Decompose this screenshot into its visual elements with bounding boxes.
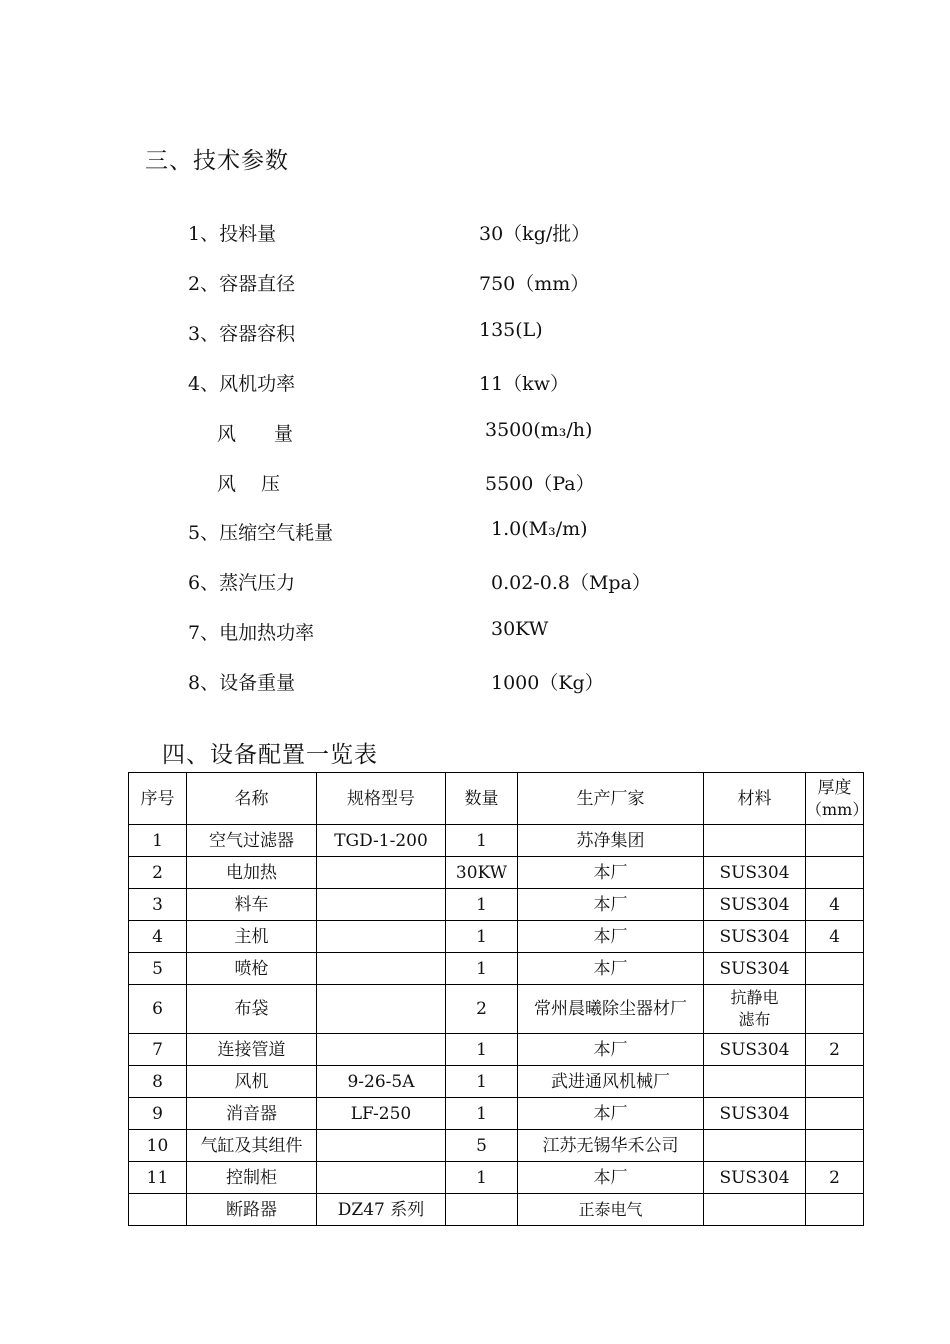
cell-name: 电加热 [187,857,317,889]
cell-thickness [806,1066,864,1098]
table-row [129,889,864,921]
cell-material: SUS304 [704,1162,806,1194]
cell-name: 布袋 [187,985,317,1034]
cell-qty: 1 [446,1162,518,1194]
param-value: 135(L) [479,319,543,341]
param-value: 30（kg/批） [479,223,591,245]
param-label: 风 压 [217,473,281,495]
cell-material [704,985,806,1034]
cell-maker: 本厂 [518,1162,704,1194]
cell-name: 控制柜 [187,1162,317,1194]
cell-name: 连接管道 [187,1034,317,1066]
param-label: 1、投料量 [188,223,277,245]
cell-maker: 苏净集团 [518,825,704,857]
param-label: 2、容器直径 [188,273,296,295]
header-thickness [806,773,869,825]
table-row [129,1194,864,1226]
cell-thickness: 4 [806,889,864,921]
cell-maker: 本厂 [518,1098,704,1130]
cell-no: 7 [129,1034,187,1066]
table-row [129,1066,864,1098]
table-row [129,921,864,953]
cell-qty [446,1194,518,1226]
cell-no: 8 [129,1066,187,1098]
param-label: 8、设备重量 [188,672,296,694]
cell-spec [317,857,446,889]
cell-thickness: 4 [806,921,864,953]
cell-spec: 9-26-5A [317,1066,446,1098]
table-row [129,825,864,857]
cell-qty: 1 [446,1098,518,1130]
param-value: 30KW [491,618,549,640]
cell-no: 10 [129,1130,187,1162]
cell-material: SUS304 [704,953,806,985]
cell-qty: 2 [446,985,518,1034]
cell-material: SUS304 [704,921,806,953]
param-value: 0.02-0.8（Mpa） [491,572,651,594]
cell-material: SUS304 [704,889,806,921]
cell-no: 2 [129,857,187,889]
cell-name: 消音器 [187,1098,317,1130]
header-spec: 规格型号 [317,773,446,825]
cell-name: 风机 [187,1066,317,1098]
cell-material-line1: 抗静电 [730,988,779,1007]
cell-no: 9 [129,1098,187,1130]
cell-maker: 本厂 [518,1034,704,1066]
cell-material: SUS304 [704,1098,806,1130]
cell-maker: 江苏无锡华禾公司 [518,1130,704,1162]
header-qty: 数量 [446,773,518,825]
header-thickness-unit: （mm） [806,799,869,819]
cell-maker: 本厂 [518,953,704,985]
cell-spec: DZ47 系列 [317,1194,446,1226]
cell-thickness [806,985,864,1034]
header-no: 序号 [129,773,187,825]
cell-material [704,825,806,857]
table-row [129,1162,864,1194]
cell-thickness: 2 [806,1162,864,1194]
cell-qty: 30KW [446,857,518,889]
param-label: 风 量 [217,423,294,445]
equipment-table [128,772,869,1226]
header-material: 材料 [704,773,806,825]
cell-no: 5 [129,953,187,985]
cell-qty: 1 [446,1034,518,1066]
cell-name: 断路器 [187,1194,317,1226]
cell-thickness [806,1098,864,1130]
cell-spec: LF-250 [317,1098,446,1130]
cell-qty: 1 [446,1066,518,1098]
table-row [129,1130,864,1162]
cell-thickness: 2 [806,1034,864,1066]
cell-spec: TGD-1-200 [317,825,446,857]
cell-spec [317,1162,446,1194]
cell-material [704,1066,806,1098]
header-thickness-label: 厚度 [817,777,852,798]
cell-spec [317,1130,446,1162]
table-row [129,1034,864,1066]
cell-qty: 1 [446,889,518,921]
cell-no: 3 [129,889,187,921]
param-label: 5、压缩空气耗量 [188,522,334,544]
cell-qty: 1 [446,825,518,857]
table-row [129,985,864,1034]
table-row [129,1098,864,1130]
cell-name: 气缸及其组件 [187,1130,317,1162]
param-label: 3、容器容积 [188,323,296,345]
cell-maker: 常州晨曦除尘器材厂 [518,985,704,1034]
cell-spec [317,985,446,1034]
param-value: 1.0(M₃/m) [491,518,588,540]
cell-spec [317,953,446,985]
param-label: 4、风机功率 [188,373,296,395]
cell-qty: 5 [446,1130,518,1162]
cell-name: 喷枪 [187,953,317,985]
cell-no: 6 [129,985,187,1034]
cell-thickness [806,1130,864,1162]
cell-maker: 本厂 [518,857,704,889]
cell-maker: 正泰电气 [518,1194,704,1226]
cell-material [704,1130,806,1162]
param-value: 3500(m₃/h) [485,419,593,441]
cell-maker: 本厂 [518,889,704,921]
cell-spec [317,889,446,921]
cell-name: 空气过滤器 [187,825,317,857]
cell-name: 主机 [187,921,317,953]
header-name: 名称 [187,773,317,825]
section-title-equipment-list: 四、设备配置一览表 [162,742,378,768]
cell-material: SUS304 [704,857,806,889]
param-value: 5500（Pa） [485,473,595,495]
cell-maker: 武进通风机械厂 [518,1066,704,1098]
cell-maker: 本厂 [518,921,704,953]
cell-material [704,1194,806,1226]
param-label: 6、蒸汽压力 [188,572,296,594]
cell-no: 11 [129,1162,187,1194]
param-value: 750（mm） [479,273,590,295]
cell-no: 4 [129,921,187,953]
param-value: 1000（Kg） [491,672,604,694]
cell-qty: 1 [446,921,518,953]
cell-spec [317,921,446,953]
cell-spec [317,1034,446,1066]
table-row [129,953,864,985]
cell-no: 1 [129,825,187,857]
header-maker: 生产厂家 [518,773,704,825]
cell-thickness [806,825,864,857]
cell-name: 料车 [187,889,317,921]
cell-thickness [806,953,864,985]
table-header-row [129,773,864,825]
param-value: 11（kw） [479,373,569,395]
cell-thickness [806,1194,864,1226]
cell-qty: 1 [446,953,518,985]
cell-no [129,1194,187,1226]
cell-thickness [806,857,864,889]
cell-material-line2: 滤布 [738,1010,771,1029]
section-title-technical-parameters: 三、技术参数 [145,148,289,174]
table-row [129,857,864,889]
cell-material: SUS304 [704,1034,806,1066]
param-label: 7、电加热功率 [188,622,315,644]
